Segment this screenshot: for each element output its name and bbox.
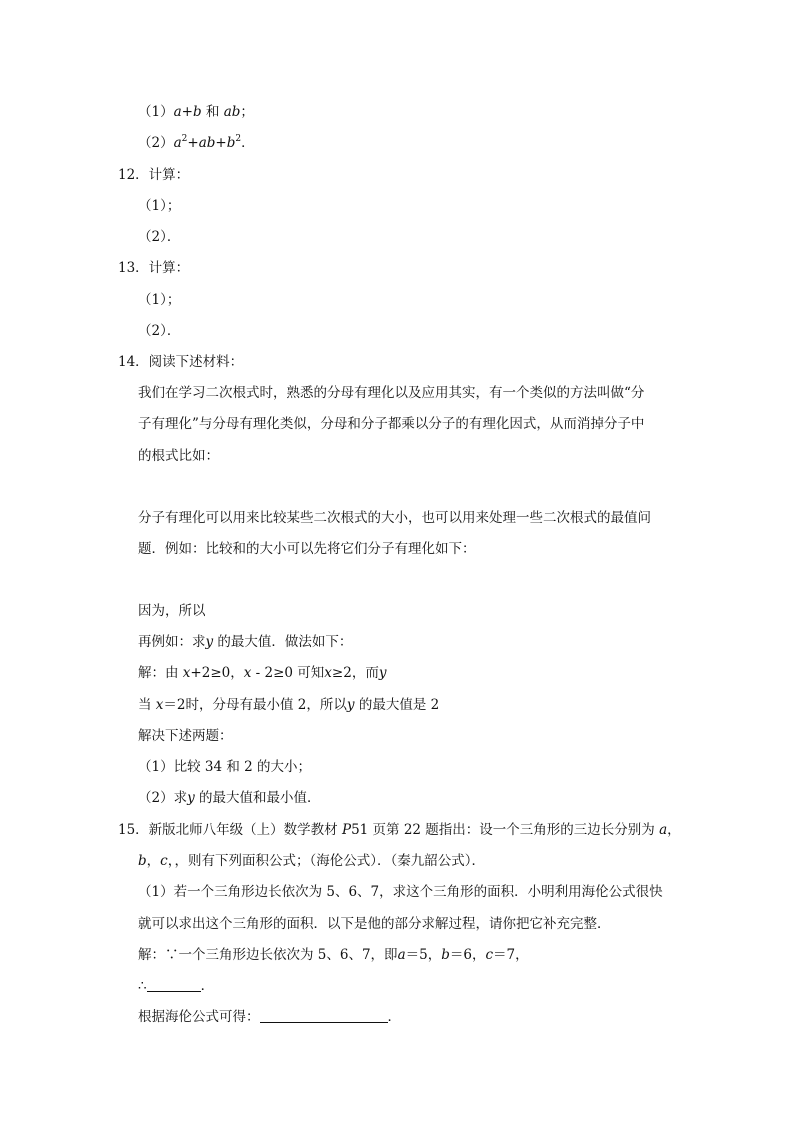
punct: ． <box>200 978 215 994</box>
text: （2）求 <box>138 790 188 806</box>
q14-when <box>138 697 439 713</box>
var-x: x <box>182 665 191 681</box>
q15-line2 <box>138 853 485 869</box>
q14-sub1: （1）比较 34 和 2 的大小； <box>138 759 312 775</box>
q14-example <box>138 634 352 650</box>
var-a: a <box>173 104 182 120</box>
q13-title: 13．计算： <box>118 260 190 276</box>
var-c: c <box>160 853 168 869</box>
var-p: P <box>341 822 352 838</box>
text: ，，则有下列面积公式；（海伦公式）．（秦九韶公式）． <box>167 853 485 869</box>
q14-para2-line1: 分子有理化可以用来比较某些二次根式的大小，也可以用来处理一些二次根式的最值问 <box>138 510 651 526</box>
text: 解：∵一个三角形边长依次为 5、6、7，即 <box>138 947 398 963</box>
text: ＝2时，分母有最小值 2，所以 <box>163 697 347 713</box>
var-b: b <box>192 104 202 120</box>
text: ， <box>146 853 161 869</box>
and-text: 和 <box>201 104 224 120</box>
q11-part2 <box>138 135 255 151</box>
text: ≥2，而 <box>331 665 379 681</box>
text: 当 <box>138 697 156 713</box>
var-y: y <box>378 665 387 681</box>
q15-part1-line1: （1）若一个三角形边长依次为 5、6、7，求这个三角形的面积．小明利用海伦公式很快 <box>138 884 663 900</box>
q13-part2: （2）． <box>138 323 181 339</box>
text: 的最大值是 2 <box>354 697 440 713</box>
text: ＝5， <box>405 947 442 963</box>
punct: ． <box>241 135 255 151</box>
plus: + <box>215 135 227 151</box>
text: ＝7， <box>493 947 529 963</box>
part-number: （1） <box>138 104 174 120</box>
q14-solve-title: 解决下述两题： <box>138 728 233 744</box>
q14-sub2 <box>138 790 321 806</box>
text: 的最大值．做法如下： <box>213 634 353 650</box>
var-b: b <box>226 135 236 151</box>
text: 51 页第 22 题指出：设一个三角形的三边长分别为 <box>351 822 660 838</box>
var-ab: ab <box>223 104 241 120</box>
text: 再例如：求 <box>138 634 206 650</box>
text: 15．新版北师八年级（上）数学教材 <box>118 822 342 838</box>
plus: + <box>181 104 193 120</box>
q14-para1-line2: 子有理化”与分母有理化类似，分母和分子都乘以分子的有理化因式，从而消掉分子中 <box>138 416 645 432</box>
q15-therefore <box>138 978 214 994</box>
var-b: b <box>138 853 147 869</box>
q12-title: 12．计算： <box>118 167 190 183</box>
plus: + <box>187 135 199 151</box>
text: - 2≥0 可知 <box>251 665 325 681</box>
var-a: a <box>173 135 182 151</box>
var-x: x <box>155 697 164 713</box>
exponent: 2 <box>235 134 242 144</box>
var-a: a <box>659 822 668 838</box>
q14-solution <box>138 665 386 681</box>
var-x: x <box>243 665 252 681</box>
text: 的最大值和最小值． <box>194 790 321 806</box>
var-a: a <box>397 947 406 963</box>
part-number: （2） <box>138 135 174 151</box>
q12-part1: （1）； <box>138 198 181 214</box>
q15-heron <box>138 1009 401 1025</box>
text: ＝6， <box>449 947 486 963</box>
q14-para1-line3: 的根式比如： <box>138 448 219 464</box>
var-y: y <box>187 790 195 806</box>
punct: ； <box>240 104 254 120</box>
q15-solution <box>138 947 529 963</box>
q15-part1-line2: 就可以求出这个三角形的面积．以下是他的部分求解过程，请你把它补充完整． <box>138 916 611 932</box>
q14-para2-line2: 题．例如：比较和的大小可以先将它们分子有理化如下： <box>138 541 476 557</box>
answer-blank[interactable] <box>147 979 201 992</box>
exponent: 2 <box>181 134 188 144</box>
q14-para1-line1: 我们在学习二次根式时，熟悉的分母有理化以及应用其实，有一个类似的方法叫做“分 <box>138 385 645 401</box>
answer-blank[interactable] <box>260 1010 388 1023</box>
var-x: x <box>324 665 332 681</box>
therefore-symbol: ∴ <box>138 978 147 994</box>
q13-part1: （1）； <box>138 292 181 308</box>
q15-line1 <box>118 822 681 838</box>
q14-title: 14．阅读下述材料： <box>118 354 244 370</box>
punct: ． <box>387 1009 401 1025</box>
q14-because: 因为，所以 <box>138 603 206 619</box>
q11-part1 <box>138 104 254 120</box>
var-b: b <box>441 947 450 963</box>
var-c: c <box>485 947 494 963</box>
var-ab: ab <box>198 135 216 151</box>
text: 解：由 <box>138 665 183 681</box>
text: 根据海伦公式可得： <box>138 1009 260 1025</box>
var-y: y <box>346 697 355 713</box>
q12-part2: （2）． <box>138 229 181 245</box>
text: ， <box>667 822 681 838</box>
text: +2≥0， <box>190 665 244 681</box>
var-y: y <box>205 634 214 650</box>
